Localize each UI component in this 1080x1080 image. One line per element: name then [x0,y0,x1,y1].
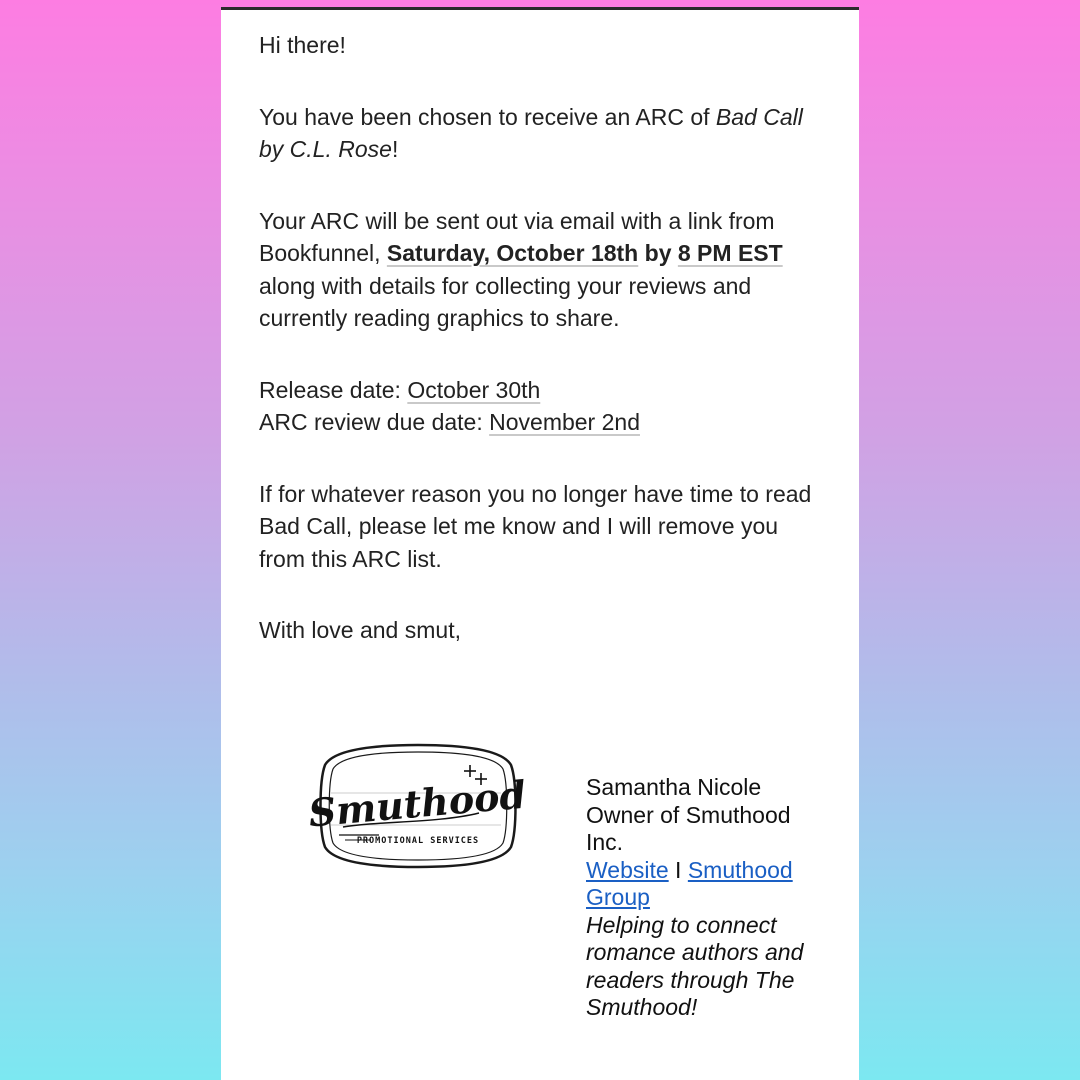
release-date: October 30th [407,376,541,403]
book-title: Bad Call by C.L. Rose [259,103,803,162]
logo-wordmark: Smuthood [306,771,528,836]
signature-links: Website I Smuthood Group [586,856,793,910]
closing: With love and smut, [259,617,461,643]
dates-block: Release date: October 30th ARC review due date: November 2nd [259,376,640,435]
signature-block [586,774,826,1022]
logo-subtitle: PROMOTIONAL SERVICES [356,836,480,846]
delivery-date: Saturday, October 18th [386,240,639,266]
delivery-time: 8 PM EST [677,240,783,266]
email-card [221,7,859,1080]
sender-role: Owner of Smuthood Inc. [586,801,791,855]
review-due-date: November 2nd [489,409,640,435]
smuthood-logo [306,743,528,869]
website-link[interactable]: Website [586,856,669,883]
delivery-paragraph: Your ARC will be sent out via email with a link from Bookfunnel, Saturday, October 18th by 8 PM EST along with details for collecting your reviews and currently reading graphics to share. [259,207,783,331]
email-body [259,29,824,647]
arc-chosen-paragraph: You have been chosen to receive an ARC of Bad Call by C.L. Rose! [259,103,803,162]
removal-paragraph: If for whatever reason you no longer have time to read Bad Call, please let me know and I will remove you from this ARC list. [259,480,812,572]
smuthood-group-link[interactable]: Smuthood Group [586,856,793,910]
tagline: Helping to connect romance authors and readers through The Smuthood! [586,911,804,1020]
greeting: Hi there! [259,32,346,58]
sender-name: Samantha Nicole [586,774,762,800]
